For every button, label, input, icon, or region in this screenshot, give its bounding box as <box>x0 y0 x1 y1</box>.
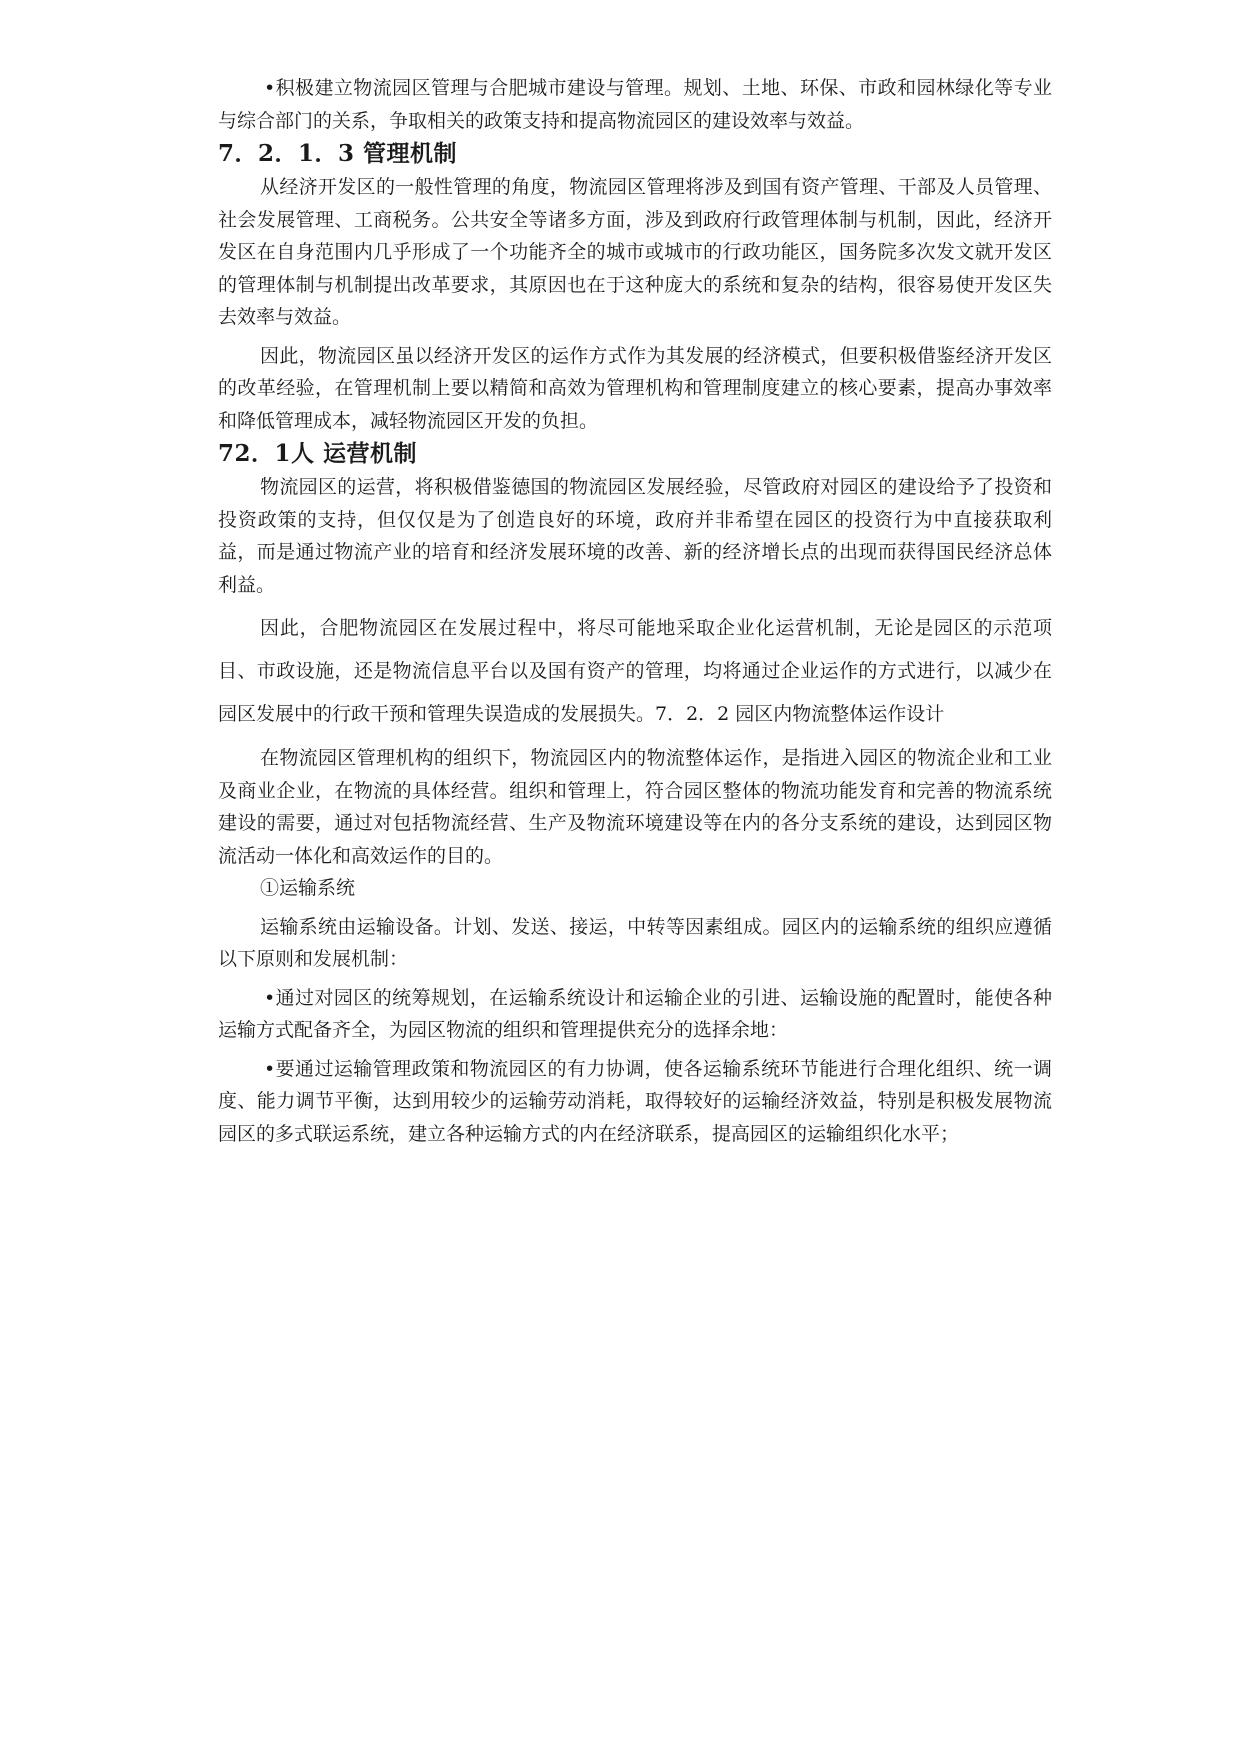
paragraph-german-experience: 物流园区的运营，将积极借鉴德国的物流园区发展经验，尽管政府对园区的建设给予了投资和投资政策的支持，但仅仅是为了创造良好的环境，政府并非希望在园区的投资行为中直接获取利益，而是通过物流产业的培育和经济发展环境的改善、新的经济增长点的出现而获得国民经济总体利益。 <box>218 476 1052 596</box>
paragraph-transport-composition: 运输系统由运输设备。计划、发送、接运，中转等因素组成。园区内的运输系统的组织应遵循以下原则和发展机制： <box>218 915 1052 970</box>
paragraph-lean-management: 因此，物流园区虽以经济开发区的运作方式作为其发展的经济模式，但要积极借鉴经济开发区的改革经验，在管理机制上要以精简和高效为管理机构和管理制度建立的核心要素，提高办事效率和降低管理成本，减轻物流园区开发的负担。 <box>218 344 1052 432</box>
bullet-paragraph-coordination: •要通过运输管理政策和物流园区的有力协调，使各运输系统环节能进行合理化组织、统一调度、能力调节平衡，达到用较少的运输劳动消耗，取得较好的运输经济效益，特别是积极发展物流园区的多式联运系统，建立各种运输方式的内在经济联系，提高园区的运输组织化水平； <box>218 1057 1052 1145</box>
bullet-paragraph-policy-support: •积极建立物流园区管理与合肥城市建设与管理。规划、土地、环保、市政和园林绿化等专业与综合部门的关系，争取相关的政策支持和提高物流园区的建设效率与效益。 <box>218 77 1052 132</box>
section-heading-management-mechanism: 7．2．1．3 管理机制 <box>218 140 458 167</box>
paragraph-enterprise-operation: 因此，合肥物流园区在发展过程中，将尽可能地采取企业化运营机制，无论是园区的示范项目、市政设施，还是物流信息平台以及国有资产的管理，均将通过企业运作的方式进行，以减少在园区发展中的行政干预和管理失误造成的发展损失。7．2．2 园区内物流整体运作设计 <box>218 617 1052 725</box>
subheading-transport-system: ①运输系统 <box>260 877 356 899</box>
paragraph-overall-logistics-operation: 在物流园区管理机构的组织下，物流园区内的物流整体运作，是指进入园区的物流企业和工业及商业企业，在物流的具体经营。组织和管理上，符合园区整体的物流功能发育和完善的物流系统建设的需要，通过对包括物流经营、生产及物流环境建设等在内的各分支系统的建设，达到园区物流活动一体化和高效运作的目的。 <box>218 747 1052 867</box>
document-body <box>218 72 1052 1150</box>
bullet-paragraph-overall-planning: •通过对园区的统筹规划，在运输系统设计和运输企业的引进、运输设施的配置时，能使各种运输方式配备齐全，为园区物流的组织和管理提供充分的选择余地： <box>218 986 1052 1041</box>
paragraph-dev-zone-management: 从经济开发区的一般性管理的角度，物流园区管理将涉及到国有资产管理、干部及人员管理、社会发展管理、工商税务。公共安全等诸多方面，涉及到政府行政管理体制与机制，因此，经济开发区在自身范围内几乎形成了一个功能齐全的城市或城市的行政功能区，国务院多次发文就开发区的管理体制与机制提出改革要求，其原因也在于这种庞大的系统和复杂的结构，很容易使开发区失去效率与效益。 <box>218 176 1052 328</box>
section-heading-operation-mechanism: 72．1人 运营机制 <box>218 440 418 467</box>
